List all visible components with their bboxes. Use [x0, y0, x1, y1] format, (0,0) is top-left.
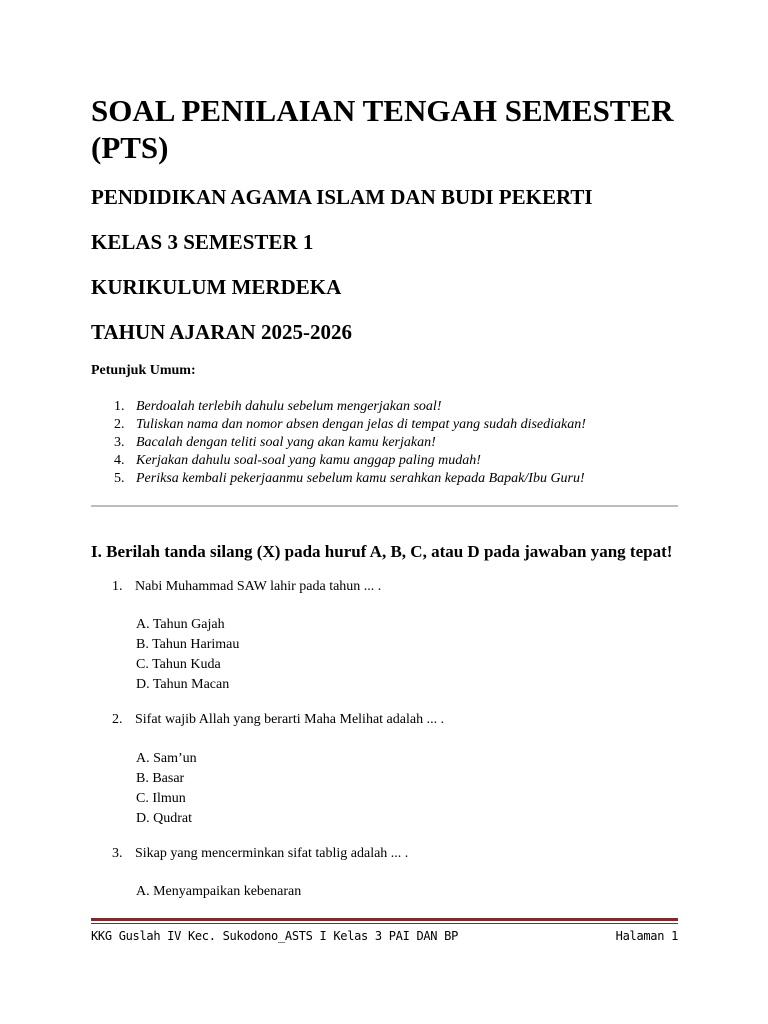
instruction-text: Bacalah dengan teliti soal yang akan kamu kerjakan! — [136, 435, 436, 450]
answer-option: C. Ilmun — [136, 791, 186, 806]
instruction-item — [91, 470, 691, 488]
answer-option: D. Tahun Macan — [136, 677, 230, 692]
section-divider — [91, 505, 678, 507]
answer-option: A. Sam’un — [136, 751, 197, 766]
instruction-item — [91, 398, 691, 416]
instruction-text: Tuliskan nama dan nomor absen dengan jelas di tempat yang sudah disediakan! — [136, 417, 586, 432]
footer-source-text: KKG Guslah IV Kec. Sukodono_ASTS I Kelas 3 PAI DAN BP — [91, 929, 459, 943]
footer-rule-thick — [91, 918, 678, 921]
instruction-text: Kerjakan dahulu soal-soal yang kamu anggap paling mudah! — [136, 453, 481, 468]
question-number: 1. — [112, 579, 123, 594]
instruction-number: 5. — [114, 471, 125, 486]
curriculum-heading: KURIKULUM MERDEKA — [91, 275, 342, 299]
instruction-item — [91, 434, 691, 452]
instruction-number: 4. — [114, 453, 125, 468]
document-title: SOAL PENILAIAN TENGAH SEMESTER (PTS) — [91, 93, 674, 165]
footer-rule-thin — [91, 923, 678, 924]
answer-option: A. Menyampaikan kebenaran — [136, 884, 302, 899]
footer-page-number: Halaman 1 — [615, 929, 678, 943]
class-semester-heading: KELAS 3 SEMESTER 1 — [91, 230, 314, 254]
answer-option: B. Tahun Harimau — [136, 637, 240, 652]
answer-option: B. Basar — [136, 771, 185, 786]
question-text: Sikap yang mencerminkan sifat tablig adalah ... . — [135, 846, 409, 861]
instruction-number: 3. — [114, 435, 125, 450]
answer-option: D. Qudrat — [136, 811, 192, 826]
instructions-label: Petunjuk Umum: — [91, 363, 196, 378]
question-text: Nabi Muhammad SAW lahir pada tahun ... . — [135, 579, 382, 594]
question-number: 2. — [112, 712, 123, 727]
section-heading: I. Berilah tanda silang (X) pada huruf A, B, C, atau D pada jawaban yang tepat! — [91, 542, 673, 561]
instructions-list — [91, 398, 691, 488]
instruction-item — [91, 452, 691, 470]
question-number: 3. — [112, 846, 123, 861]
instruction-item — [91, 416, 691, 434]
instruction-text: Berdoalah terlebih dahulu sebelum mengerjakan soal! — [136, 399, 442, 414]
question-text: Sifat wajib Allah yang berarti Maha Melihat adalah ... . — [135, 712, 445, 727]
instruction-number: 2. — [114, 417, 125, 432]
subject-heading: PENDIDIKAN AGAMA ISLAM DAN BUDI PEKERTI — [91, 185, 593, 209]
academic-year-heading: TAHUN AJARAN 2025-2026 — [91, 320, 352, 344]
instruction-number: 1. — [114, 399, 125, 414]
answer-option: C. Tahun Kuda — [136, 657, 221, 672]
instruction-text: Periksa kembali pekerjaanmu sebelum kamu serahkan kepada Bapak/Ibu Guru! — [136, 471, 585, 486]
answer-option: A. Tahun Gajah — [136, 617, 225, 632]
